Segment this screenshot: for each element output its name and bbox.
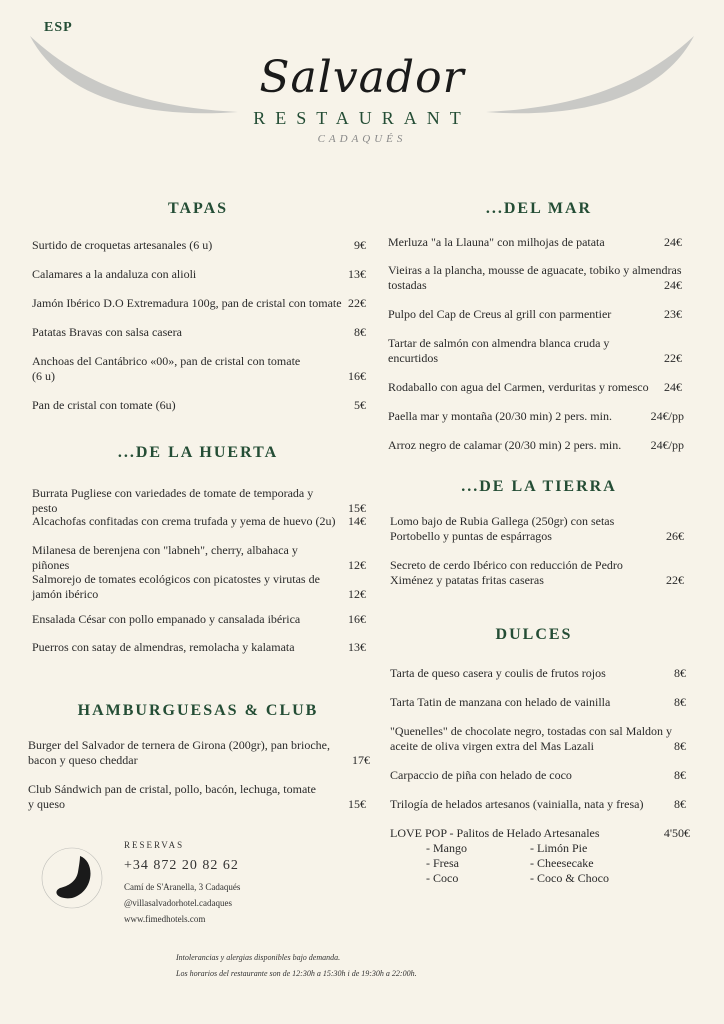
allergy-note: Intolerancias y alergias disponibles bajo demanda. <box>176 953 341 962</box>
menu-item: Arroz negro de calamar (20/30 min) 2 pers. min. 24€/pp <box>388 438 684 452</box>
menu-item: Ensalada César con pollo empanado y cansalada ibérica 16€ <box>32 612 366 626</box>
villa-salvador-seal-icon <box>36 842 108 914</box>
section-title-dulces: DULCES <box>495 626 573 643</box>
brand-subtitle: RESTAURANT <box>253 108 471 128</box>
lovepop-flavor: - Limón Pie <box>530 841 588 855</box>
lovepop-flavor: - Fresa <box>426 856 459 870</box>
menu-item: Pulpo del Cap de Creus al grill con parmentier 23€ <box>388 307 682 321</box>
section-title-tierra: ...DE LA TIERRA <box>461 478 617 495</box>
menu-item: Tartar de salmón con almendra blanca cruda y encurtidos 22€ <box>388 336 682 365</box>
menu-item: Puerros con satay de almendras, remolacha y kalamata 13€ <box>32 640 366 654</box>
menu-item: Anchoas del Cantábrico «00», pan de cristal con tomate (6 u) 16€ <box>32 354 366 383</box>
menu-item: Salmorejo de tomates ecológicos con picatostes y virutas de jamón ibérico 12€ <box>32 572 366 601</box>
menu-item: Surtido de croquetas artesanales (6 u) 9€ <box>32 238 366 252</box>
menu-item: Milanesa de berenjena con "labneh", cherry, albahaca y piñones 12€ <box>32 543 366 572</box>
menu-item: Alcachofas confitadas con crema trufada y yema de huevo (2u) 14€ <box>32 514 366 528</box>
menu-item: Calamares a la andaluza con alioli 13€ <box>32 267 366 281</box>
menu-item: Vieiras a la plancha, mousse de aguacate, tobiko y almendras tostadas 24€ <box>388 263 682 292</box>
menu-item: Tarta Tatin de manzana con helado de vainilla 8€ <box>390 695 686 709</box>
section-title-huerta: ...DE LA HUERTA <box>117 444 279 461</box>
contact-block <box>124 840 240 930</box>
footer-notes <box>176 950 417 982</box>
section-title-hamburguesas: HAMBURGUESAS & CLUB <box>77 702 319 719</box>
menu-item: Patatas Bravas con salsa casera 8€ <box>32 325 366 339</box>
menu-item: Secreto de cerdo Ibérico con reducción de Pedro Ximénez y patatas fritas caseras 22€ <box>390 558 684 587</box>
lovepop-flavor: - Mango <box>426 841 467 855</box>
lovepop-flavor: - Cheesecake <box>530 856 594 870</box>
address: Camí de S'Aranella, 3 Cadaqués <box>124 882 241 892</box>
brand-name: Salvador <box>259 52 465 103</box>
menu-item: Carpaccio de piña con helado de coco 8€ <box>390 768 686 782</box>
language-label[interactable]: ESP <box>44 20 73 35</box>
hours-note: Los horarios del restaurante son de 12:30h a 15:30h i de 19:30h a 22:00h. <box>176 969 417 978</box>
website-link[interactable]: www.fimedhotels.com <box>124 914 206 924</box>
menu-item: Trilogía de helados artesanos (vainialla, nata y fresa) 8€ <box>390 797 686 811</box>
lovepop-item: LOVE POP - Palitos de Helado Artesanales 4'50€ <box>390 826 690 840</box>
section-title-tapas: TAPAS <box>167 200 229 217</box>
menu-item: Rodaballo con agua del Carmen, verduritas y romesco 24€ <box>388 380 682 394</box>
reservas-label: RESERVAS <box>124 840 185 850</box>
menu-item: Paella mar y montaña (20/30 min) 2 pers. min. 24€/pp <box>388 409 684 423</box>
menu-item: Club Sándwich pan de cristal, pollo, bacón, lechuga, tomate y queso 15€ <box>28 782 366 811</box>
lovepop-flavor: - Coco & Choco <box>530 871 609 885</box>
lovepop-flavor: - Coco <box>426 871 459 885</box>
brand-town: CADAQUÉS <box>317 133 407 145</box>
brand-logo <box>0 52 724 145</box>
menu-item: Jamón Ibérico D.O Extremadura 100g, pan de cristal con tomate 22€ <box>32 296 366 310</box>
menu-item: Tarta de queso casera y coulis de frutos rojos 8€ <box>390 666 686 680</box>
section-title-mar: ...DEL MAR <box>485 200 593 217</box>
social-handle-link[interactable]: @villasalvadorhotel.cadaques <box>124 898 232 908</box>
menu-item: Lomo bajo de Rubia Gallega (250gr) con setas Portobello y puntas de espárragos 26€ <box>390 514 684 543</box>
menu-item: Burrata Pugliese con variedades de tomate de temporada y pesto 15€ <box>32 486 366 515</box>
menu-item: "Quenelles" de chocolate negro, tostadas con sal Maldon y aceite de oliva virgen extra del Mas Lazali 8€ <box>390 724 686 753</box>
menu-item: Burger del Salvador de ternera de Girona (200gr), pan brioche, bacon y queso cheddar 17€ <box>28 738 370 767</box>
menu-item: Merluza "a la Llauna" con milhojas de patata 24€ <box>388 235 682 249</box>
phone-link[interactable]: +34 872 20 82 62 <box>124 858 239 873</box>
menu-item: Pan de cristal con tomate (6u) 5€ <box>32 398 366 412</box>
